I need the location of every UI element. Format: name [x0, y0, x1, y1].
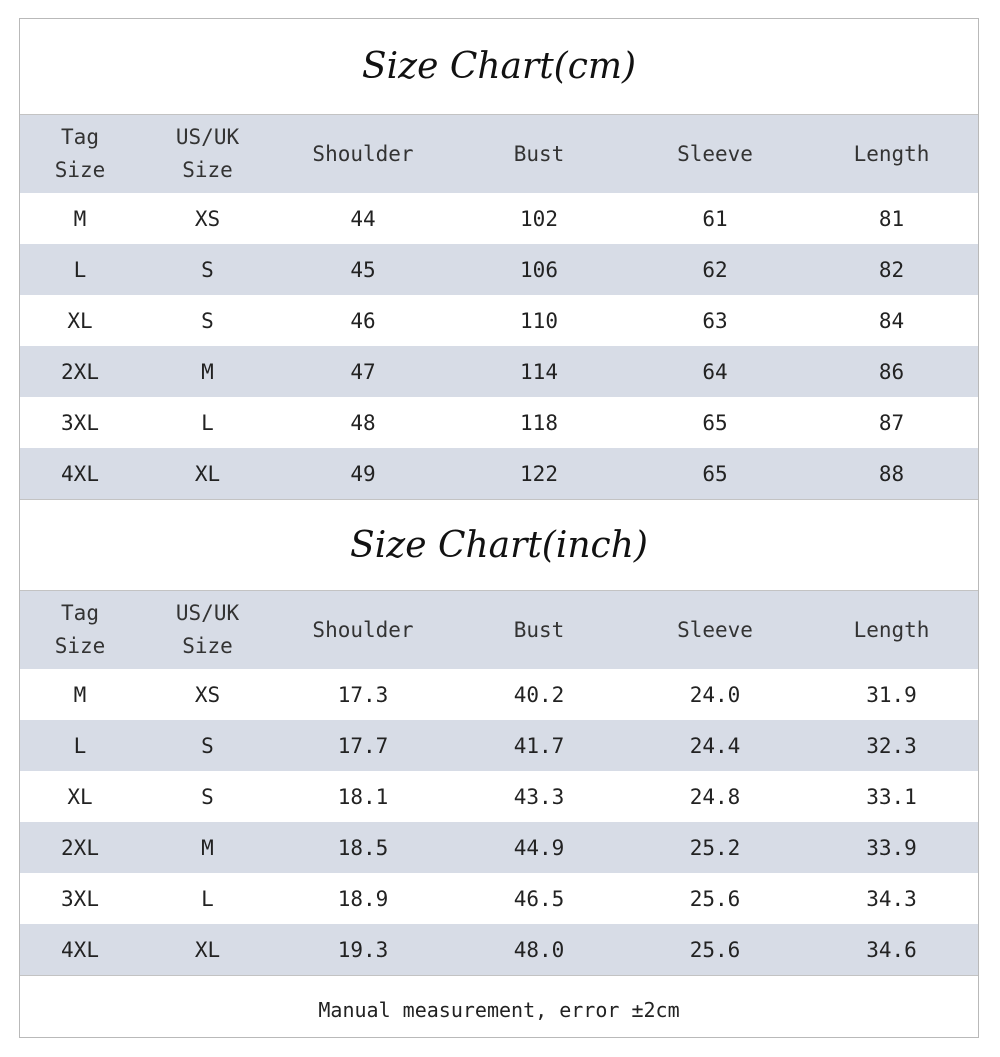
- cm-header-row: [20, 115, 979, 193]
- table-row: [20, 771, 979, 822]
- cell-bust: 114: [520, 359, 558, 384]
- table-row: [20, 346, 979, 397]
- cm-size-table: [20, 115, 979, 499]
- cell-shoulder: 18.5: [337, 835, 389, 860]
- cell-us-uk-size: XL: [194, 461, 221, 486]
- inch-size-table: [20, 591, 979, 975]
- cell-tag-size: XL: [67, 784, 93, 809]
- cell-us-uk-size: L: [201, 886, 214, 911]
- cell-us-uk-size: L: [201, 410, 214, 435]
- cell-shoulder: 17.3: [337, 682, 389, 707]
- size-chart-document: [19, 18, 979, 1038]
- cell-shoulder: 49: [350, 461, 376, 486]
- tag-size-line-2: Size: [54, 634, 106, 658]
- cell-bust: 110: [520, 308, 558, 333]
- cell-shoulder: 47: [350, 359, 376, 384]
- col-header-sleeve: Sleeve: [677, 141, 753, 166]
- table-row: [20, 924, 979, 975]
- cell-tag-size: 2XL: [61, 359, 99, 384]
- cell-bust: 106: [520, 257, 558, 282]
- cell-sleeve: 25.2: [689, 835, 741, 860]
- table-row: [20, 822, 979, 873]
- col-header-shoulder: Shoulder: [312, 617, 414, 642]
- cell-bust: 118: [520, 410, 558, 435]
- cm-chart-title: Size Chart(cm): [20, 19, 978, 115]
- cell-length: 82: [878, 257, 905, 282]
- col-header-us-uk-size: [140, 591, 275, 669]
- cm-table-body: [20, 193, 979, 499]
- cell-length: 34.6: [866, 937, 917, 962]
- us-uk-size-line-2: Size: [182, 634, 233, 658]
- cell-length: 34.3: [866, 886, 917, 911]
- col-header-shoulder: Shoulder: [312, 141, 414, 166]
- us-uk-size-line-1: US/UK: [175, 125, 240, 149]
- cell-length: 86: [878, 359, 905, 384]
- cell-tag-size: XL: [67, 308, 93, 333]
- cell-us-uk-size: S: [201, 784, 214, 809]
- col-header-us-uk-size: [140, 115, 275, 193]
- cell-sleeve: 24.4: [689, 733, 741, 758]
- cell-us-uk-size: S: [201, 733, 214, 758]
- cell-sleeve: 61: [702, 206, 728, 231]
- cell-us-uk-size: XS: [194, 206, 221, 231]
- cell-shoulder: 45: [350, 257, 376, 282]
- us-uk-size-line-1: US/UK: [175, 601, 240, 625]
- cell-us-uk-size: S: [201, 308, 214, 333]
- cell-length: 33.1: [866, 784, 917, 809]
- cell-tag-size: 3XL: [61, 886, 99, 911]
- table-row: [20, 720, 979, 771]
- cell-sleeve: 65: [702, 461, 728, 486]
- inch-chart-title: Size Chart(inch): [20, 499, 978, 591]
- inch-table-body: [20, 669, 979, 975]
- col-header-length: Length: [853, 617, 930, 642]
- cell-sleeve: 24.8: [689, 784, 741, 809]
- cell-shoulder: 18.9: [337, 886, 389, 911]
- col-header-tag-size: [20, 591, 140, 669]
- cell-us-uk-size: XL: [194, 937, 221, 962]
- table-row: [20, 448, 979, 499]
- cell-bust: 41.7: [513, 733, 565, 758]
- us-uk-size-line-2: Size: [182, 158, 233, 182]
- cell-sleeve: 62: [702, 257, 728, 282]
- cell-sleeve: 65: [702, 410, 728, 435]
- cell-shoulder: 46: [350, 308, 376, 333]
- col-header-bust: Bust: [513, 617, 565, 642]
- cell-shoulder: 48: [350, 410, 376, 435]
- cell-sleeve: 63: [702, 308, 728, 333]
- cell-length: 84: [878, 308, 905, 333]
- cell-length: 32.3: [866, 733, 917, 758]
- cell-us-uk-size: M: [201, 835, 214, 860]
- cell-sleeve: 24.0: [689, 682, 741, 707]
- tag-size-line-1: Tag: [61, 601, 99, 625]
- cell-bust: 44.9: [513, 835, 565, 860]
- tag-size-line-1: Tag: [61, 125, 99, 149]
- table-row: [20, 244, 979, 295]
- col-header-sleeve: Sleeve: [677, 617, 753, 642]
- col-header-length: Length: [853, 141, 930, 166]
- cell-length: 33.9: [866, 835, 917, 860]
- cell-us-uk-size: XS: [194, 682, 221, 707]
- table-row: [20, 669, 979, 720]
- col-header-tag-size: [20, 115, 140, 193]
- cell-length: 87: [878, 410, 905, 435]
- cell-tag-size: 4XL: [61, 937, 99, 962]
- cell-tag-size: L: [73, 257, 87, 282]
- table-row: [20, 295, 979, 346]
- cell-tag-size: 4XL: [61, 461, 99, 486]
- inch-header-row: [20, 591, 979, 669]
- table-row: [20, 397, 979, 448]
- measurement-note: Manual measurement, error ±2cm: [20, 975, 978, 1038]
- cell-tag-size: M: [73, 682, 87, 707]
- cell-shoulder: 44: [350, 206, 376, 231]
- cell-us-uk-size: M: [201, 359, 214, 384]
- cell-tag-size: M: [73, 206, 87, 231]
- cell-shoulder: 19.3: [337, 937, 389, 962]
- cell-bust: 122: [520, 461, 558, 486]
- cell-bust: 43.3: [513, 784, 565, 809]
- cell-bust: 46.5: [513, 886, 565, 911]
- cell-shoulder: 18.1: [337, 784, 389, 809]
- cell-length: 88: [878, 461, 905, 486]
- cell-tag-size: 2XL: [61, 835, 99, 860]
- col-header-bust: Bust: [513, 141, 565, 166]
- cell-bust: 40.2: [513, 682, 565, 707]
- table-row: [20, 873, 979, 924]
- cell-sleeve: 25.6: [689, 886, 741, 911]
- cell-length: 31.9: [866, 682, 917, 707]
- cell-sleeve: 64: [702, 359, 728, 384]
- cell-bust: 102: [520, 206, 558, 231]
- cell-shoulder: 17.7: [337, 733, 389, 758]
- cell-bust: 48.0: [513, 937, 565, 962]
- cell-tag-size: L: [73, 733, 87, 758]
- cell-tag-size: 3XL: [61, 410, 99, 435]
- cell-length: 81: [878, 206, 905, 231]
- tag-size-line-2: Size: [54, 158, 106, 182]
- table-row: [20, 193, 979, 244]
- cell-sleeve: 25.6: [689, 937, 741, 962]
- cell-us-uk-size: S: [201, 257, 214, 282]
